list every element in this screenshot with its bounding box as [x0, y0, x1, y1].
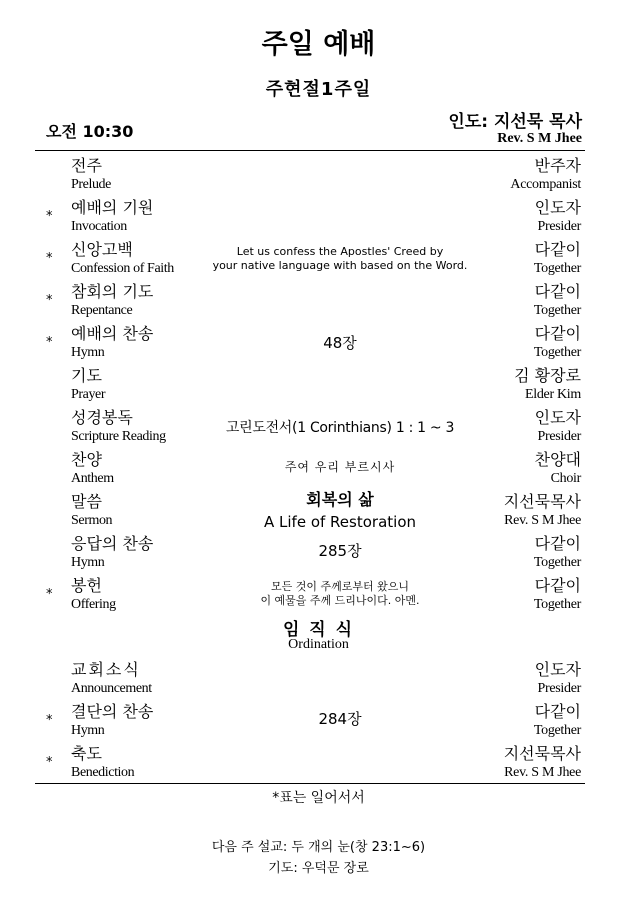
item-title-ko: 예배의 기원 — [71, 198, 154, 217]
item-leader-en: Rev. S M Jhee — [504, 513, 581, 528]
ordination-heading-en: Ordination — [288, 637, 349, 652]
standing-note: *표는 일어서서 — [272, 790, 365, 806]
top-divider — [35, 150, 585, 151]
item-title-ko: 신앙고백 — [71, 240, 133, 259]
item-leader-en: Together — [533, 303, 581, 318]
item-leader-en: Elder Kim — [524, 387, 581, 402]
standing-marker: * — [46, 713, 53, 728]
item-leader-ko: 다같이 — [534, 534, 581, 553]
page-subtitle: 주현절1주일 — [265, 79, 372, 100]
item-detail-line: 이 예물을 주께 드리나이다. 아멘. — [260, 594, 420, 607]
item-leader-en: Presider — [537, 219, 581, 234]
item-title-ko: 기도 — [71, 366, 102, 385]
item-detail-line: Let us confess the Apostles' Creed by — [236, 245, 444, 258]
item-leader-ko: 다같이 — [534, 702, 581, 721]
sermon-title-ko: 회복의 삶 — [306, 490, 374, 509]
order-item-prelude — [0, 156, 637, 198]
item-detail-line: 모든 것이 주께로부터 왔으니 — [270, 580, 409, 593]
item-leader-en: Rev. S M Jhee — [504, 765, 581, 780]
standing-marker: * — [46, 209, 53, 224]
item-leader-ko: 지선묵목사 — [503, 492, 581, 511]
item-leader-en: Presider — [537, 429, 581, 444]
item-title-en: Offering — [71, 597, 116, 612]
item-title-en: Benediction — [71, 765, 135, 780]
item-title-ko: 봉헌 — [71, 576, 102, 595]
standing-marker: * — [46, 335, 53, 350]
order-item-benediction — [0, 744, 637, 786]
item-leader-ko: 다같이 — [534, 240, 581, 259]
offering-prayer — [190, 580, 490, 608]
order-item-prayer — [0, 366, 637, 408]
item-title-ko: 예배의 찬송 — [71, 324, 154, 343]
ordination-heading: 임 직 식 — [282, 620, 355, 640]
item-title-en: Prelude — [71, 177, 111, 192]
item-leader-en: Together — [533, 555, 581, 570]
hymn-number: 285장 — [318, 542, 362, 560]
sermon-title — [190, 490, 490, 532]
page-title: 주일 예배 — [261, 29, 376, 60]
item-title-en: Hymn — [71, 555, 105, 570]
item-title-en: Prayer — [71, 387, 106, 402]
order-item-hymn-response — [0, 534, 637, 576]
item-title-ko: 응답의 찬송 — [71, 534, 154, 553]
item-title-en: Announcement — [71, 681, 152, 696]
item-leader-ko: 다같이 — [534, 324, 581, 343]
item-title-en: Hymn — [71, 723, 105, 738]
service-time: 오전 10:30 — [46, 122, 134, 141]
order-item-offering — [0, 576, 637, 618]
item-leader-en: Together — [533, 597, 581, 612]
next-prayer: 기도: 우덕문 장로 — [268, 861, 369, 876]
next-sermon: 다음 주 설교: 두 개의 눈(창 23:1~6) — [211, 840, 426, 855]
item-title-en: Hymn — [71, 345, 105, 360]
item-title-ko: 교회소식 — [71, 660, 141, 679]
item-title-ko: 말씀 — [71, 492, 102, 511]
item-detail-line: your native language with based on the Word. — [212, 259, 468, 272]
item-title-en: Repentance — [71, 303, 133, 318]
leader-english: Rev. S M Jhee — [497, 131, 582, 146]
item-leader-ko: 인도자 — [534, 408, 581, 427]
order-item-invocation — [0, 198, 637, 240]
standing-marker: * — [46, 587, 53, 602]
item-leader-ko: 인도자 — [534, 660, 581, 679]
order-item-anthem — [0, 450, 637, 492]
item-title-ko: 성경봉독 — [71, 408, 133, 427]
item-title-ko: 찬양 — [71, 450, 102, 469]
item-title-ko: 참회의 기도 — [71, 282, 154, 301]
sermon-title-en: A Life of Restoration — [264, 513, 416, 531]
item-title-ko: 전주 — [71, 156, 102, 175]
order-item-repentance — [0, 282, 637, 324]
standing-marker: * — [46, 251, 53, 266]
item-leader-en: Accompanist — [510, 177, 581, 192]
anthem-title: 주여 우리 부르시사 — [284, 460, 396, 474]
item-title-en: Sermon — [71, 513, 113, 528]
item-leader-ko: 반주자 — [534, 156, 581, 175]
item-leader-ko: 다같이 — [534, 282, 581, 301]
item-leader-ko: 지선묵목사 — [503, 744, 581, 763]
item-leader-en: Choir — [550, 471, 581, 486]
item-title-en: Anthem — [71, 471, 114, 486]
bottom-divider — [35, 783, 585, 784]
item-leader-ko: 김 황장로 — [514, 366, 581, 385]
item-title-en: Confession of Faith — [71, 261, 174, 276]
order-item-announcement — [0, 660, 637, 702]
item-leader-en: Together — [533, 345, 581, 360]
item-leader-ko: 다같이 — [534, 576, 581, 595]
standing-marker: * — [46, 755, 53, 770]
order-item-sermon — [0, 492, 637, 534]
order-item-scripture — [0, 408, 637, 450]
leader-korean: 인도: 지선묵 목사 — [448, 112, 582, 132]
item-title-en: Invocation — [71, 219, 127, 234]
item-leader-en: Together — [533, 723, 581, 738]
item-detail — [190, 245, 490, 273]
hymn-number: 284장 — [318, 710, 362, 728]
item-title-en: Scripture Reading — [71, 429, 166, 444]
item-leader-ko: 찬양대 — [534, 450, 581, 469]
order-item-hymn-opening — [0, 324, 637, 366]
item-leader-en: Presider — [537, 681, 581, 696]
hymn-number: 48장 — [323, 334, 357, 352]
item-leader-en: Together — [533, 261, 581, 276]
scripture-reference: 고린도전서(1 Corinthians) 1 : 1 ~ 3 — [225, 420, 455, 436]
item-title-ko: 결단의 찬송 — [71, 702, 154, 721]
order-item-hymn-closing — [0, 702, 637, 744]
order-item-confession — [0, 240, 637, 282]
item-title-ko: 축도 — [71, 744, 102, 763]
item-leader-ko: 인도자 — [534, 198, 581, 217]
standing-marker: * — [46, 293, 53, 308]
